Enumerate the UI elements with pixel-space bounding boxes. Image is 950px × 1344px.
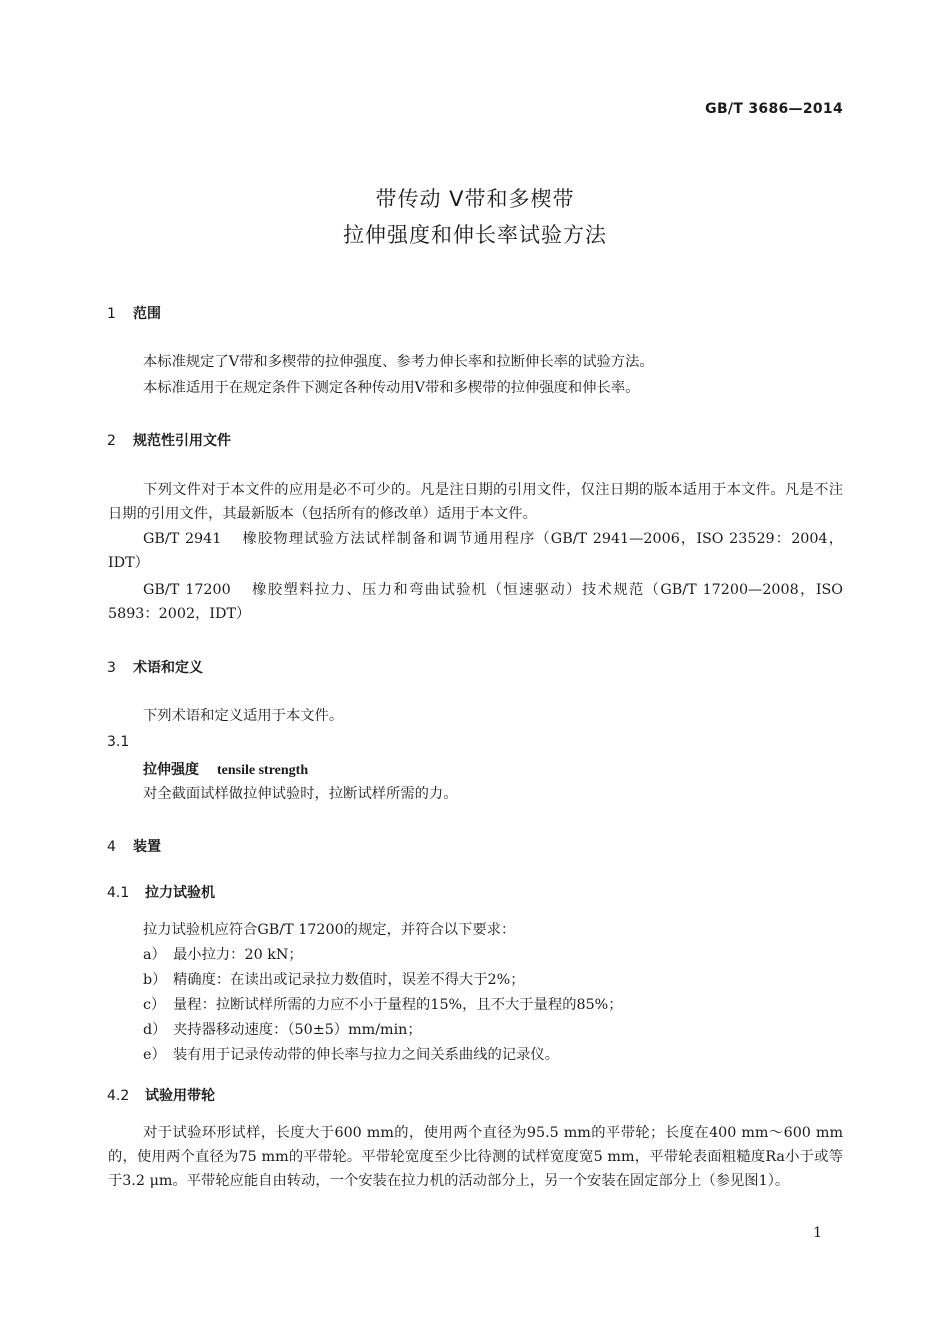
list-item-label: c） [143,997,166,1013]
section-4-heading [107,836,161,856]
section-title: 规范性引用文件 [133,433,231,449]
list-item-text: 装有用于记录传动带的伸长率与拉力之间关系曲线的记录仪。 [173,1047,560,1063]
term-english: tensile strength [217,763,309,778]
subsection-title: 拉力试验机 [145,885,215,901]
reference-gbt-17200 [108,578,843,626]
section-title: 装置 [133,839,161,855]
term-definition: 对全截面试样做拉伸试验时，拉断试样所需的力。 [143,786,458,802]
list-item [143,1019,422,1039]
list-item [143,969,525,989]
section-3-heading [107,657,203,677]
list-item-label: b） [143,972,167,988]
section-number: 1 [107,306,116,322]
section-2-heading [107,430,231,450]
subsection-title: 试验用带轮 [145,1088,215,1104]
section-number: 2 [107,433,116,449]
tensile-machine-intro: 拉力试验机应符合GB/T 17200的规定，并符合以下要求： [143,922,516,938]
scope-paragraph-1: 本标准规定了V带和多楔带的拉伸强度、参考力伸长率和拉断伸长率的试验方法。 [143,354,654,370]
reference-gbt-2941 [108,527,843,575]
subsection-4-1-heading [107,882,215,902]
section-1-heading [107,303,161,323]
list-item-text: 最小拉力：20 kN； [173,947,303,963]
section-number: 3 [107,660,116,676]
list-item-label: d） [143,1022,167,1038]
subsection-number: 4.2 [107,1088,130,1104]
subsection-4-2-heading [107,1085,215,1105]
test-pulley-paragraph: 对于试验环形试样，长度大于600 mm的，使用两个直径为95.5 mm的平带轮；长度在400 mm～600 mm的，使用两个直径为75 mm的平带轮。平带轮宽度至少比待测的试样宽度宽5 mm，平带轮表面粗糙度Ra小于或等于3.2 μm。平带轮应能自由转动，一个安装在拉力机的活动部分上，另一个安装在固定部分上（参见图1）。 [108,1125,843,1189]
list-item-label: a） [143,947,166,963]
section-title: 范围 [133,306,161,322]
section-number: 4 [107,839,116,855]
list-item [143,1044,559,1064]
term-tensile-strength [143,759,308,779]
standard-number: GB/T 3686—2014 [705,101,843,117]
terms-intro: 下列术语和定义适用于本文件。 [143,708,344,724]
list-item-text: 量程：拉断试样所需的力应不小于量程的15%，且不大于量程的85%； [173,997,623,1013]
list-item [143,994,623,1014]
title-line-1: 带传动 V带和多楔带 [375,187,575,211]
section-title: 术语和定义 [133,660,203,676]
scope-paragraph-2: 本标准适用于在规定条件下测定各种传动用V带和多楔带的拉伸强度和伸长率。 [143,380,640,396]
reference-code: GB/T 17200 [143,582,231,598]
reference-title: 橡胶物理试验方法试样制备和调节通用程序（GB/T 2941—2006，ISO 23529：2004，IDT） [108,531,843,571]
reference-code: GB/T 2941 [143,531,222,547]
list-item [143,944,303,964]
normative-references-intro: 下列文件对于本文件的应用是必不可少的。凡是注日期的引用文件，仅注日期的版本适用于本文件。凡是不注日期的引用文件，其最新版本（包括所有的修改单）适用于本文件。 [108,482,843,522]
list-item-label: e） [143,1047,166,1063]
list-item-text: 精确度：在读出或记录拉力数值时，误差不得大于2%； [173,972,525,988]
page-number: 1 [813,1225,822,1241]
term-number: 3.1 [107,734,130,750]
term-chinese: 拉伸强度 [143,762,199,778]
reference-title: 橡胶塑料拉力、压力和弯曲试验机（恒速驱动）技术规范（GB/T 17200—2008，ISO 5893：2002，IDT） [108,582,843,622]
list-item-text: 夹持器移动速度：（50±5）mm/min； [173,1022,422,1038]
subsection-number: 4.1 [107,885,130,901]
title-line-2: 拉伸强度和伸长率试验方法 [343,223,607,247]
